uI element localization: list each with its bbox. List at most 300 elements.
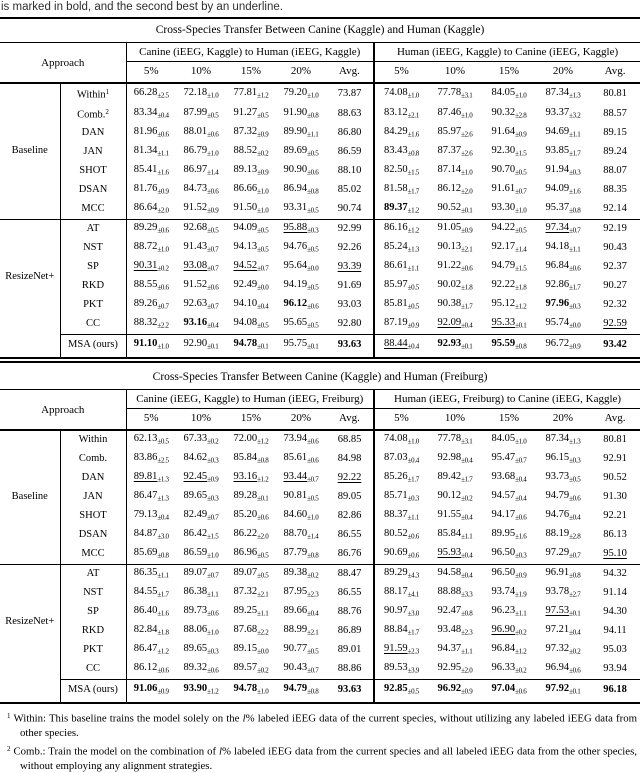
column-group-row — [0, 43, 640, 62]
std-dev: ±1.1 — [408, 265, 419, 273]
table-title: Cross-Species Transfer Between Canine (Kaggle) and Human (Freiburg) — [0, 366, 640, 390]
value-cell — [326, 220, 374, 240]
std-dev: ±0.8 — [307, 111, 318, 119]
value-cell — [226, 603, 276, 622]
value-cell — [536, 296, 590, 315]
value-cell — [590, 450, 640, 469]
metric-value: 97.04 — [491, 683, 515, 694]
metric-value: 94.17 — [491, 509, 515, 520]
table-row — [0, 258, 640, 277]
metric-value: 91.69 — [338, 280, 362, 291]
value-cell — [374, 162, 428, 181]
value-cell — [536, 239, 590, 258]
percent-header: 20% — [276, 62, 326, 84]
std-dev: ±0.7 — [207, 303, 218, 311]
std-dev: ±0.4 — [569, 629, 580, 637]
value-cell — [176, 507, 226, 526]
std-dev: ±0.3 — [207, 648, 218, 656]
std-dev: ±0.5 — [307, 322, 318, 330]
metric-value: 96.15 — [545, 452, 569, 463]
value-cell — [176, 565, 226, 585]
value-cell — [276, 83, 326, 104]
metric-value: 85.71 — [384, 490, 408, 501]
std-dev: ±2.8 — [515, 111, 526, 119]
value-cell — [482, 488, 536, 507]
value-cell — [590, 200, 640, 220]
value-cell — [126, 124, 176, 143]
value-cell — [226, 239, 276, 258]
std-dev: ±0.6 — [157, 227, 168, 235]
method-name: PKT — [60, 641, 126, 660]
metric-value: 94.57 — [491, 490, 515, 501]
metric-value: 84.60 — [283, 509, 307, 520]
std-dev: ±1.2 — [257, 91, 268, 99]
std-dev: ±0.7 — [207, 514, 218, 522]
value-cell — [374, 258, 428, 277]
std-dev: ±0.6 — [257, 514, 268, 522]
std-dev: ±0.1 — [257, 495, 268, 503]
value-cell — [374, 430, 428, 450]
std-dev: ±0.6 — [157, 131, 168, 139]
value-cell — [226, 641, 276, 660]
value-cell — [126, 277, 176, 296]
std-dev: ±0.5 — [307, 495, 318, 503]
std-dev: ±1.0 — [408, 91, 419, 99]
value-cell — [176, 641, 226, 660]
metric-value: 96.84 — [491, 643, 515, 654]
value-cell — [326, 277, 374, 296]
value-cell — [126, 83, 176, 104]
metric-value: 86.96 — [233, 547, 257, 558]
value-cell — [428, 450, 482, 469]
metric-value: 83.86 — [134, 452, 158, 463]
value-cell — [226, 430, 276, 450]
value-cell — [326, 641, 374, 660]
std-dev: ±0.7 — [515, 457, 526, 465]
method-name: PKT — [60, 296, 126, 315]
std-dev: ±0.3 — [307, 227, 318, 235]
value-cell — [536, 83, 590, 104]
value-cell — [126, 545, 176, 565]
value-cell — [482, 258, 536, 277]
metric-value: 89.65 — [183, 643, 207, 654]
method-name: DAN — [60, 469, 126, 488]
metric-value: 86.76 — [338, 548, 362, 559]
value-cell — [536, 641, 590, 660]
metric-value: 89.73 — [183, 605, 207, 616]
metric-value: 97.21 — [545, 624, 569, 635]
metric-value: 87.32 — [233, 586, 257, 597]
approach-group-label: Baseline — [0, 430, 60, 565]
metric-value: 89.37 — [384, 202, 408, 213]
metric-value: 94.11 — [603, 625, 626, 636]
std-dev: ±0.1 — [461, 343, 472, 351]
std-dev: ±1.2 — [157, 648, 168, 656]
std-dev: ±1.7 — [408, 188, 419, 196]
value-cell — [276, 124, 326, 143]
value-cell — [176, 545, 226, 565]
metric-value: 81.58 — [384, 183, 408, 194]
value-cell — [326, 181, 374, 200]
std-dev: ±1.3 — [569, 91, 580, 99]
metric-value: 94.79 — [283, 683, 307, 694]
value-cell — [374, 83, 428, 104]
value-cell — [482, 162, 536, 181]
std-dev: ±0.9 — [515, 572, 526, 580]
metric-value: 95.47 — [491, 452, 515, 463]
std-dev: ±1.0 — [257, 688, 268, 696]
std-dev: ±0.7 — [307, 476, 318, 484]
value-cell — [276, 507, 326, 526]
value-cell — [536, 526, 590, 545]
metric-value: 83.12 — [384, 107, 408, 118]
std-dev: ±1.5 — [207, 533, 218, 541]
metric-value: 68.85 — [338, 434, 362, 445]
metric-value: 95.88 — [283, 222, 307, 233]
metric-value: 81.76 — [134, 183, 158, 194]
metric-value: 96.18 — [603, 684, 627, 695]
value-cell — [326, 469, 374, 488]
std-dev: ±0.1 — [257, 343, 268, 351]
value-cell — [428, 430, 482, 450]
value-cell — [276, 526, 326, 545]
std-dev: ±0.4 — [461, 322, 472, 330]
std-dev: ±0.6 — [515, 514, 526, 522]
value-cell — [536, 469, 590, 488]
metric-value: 88.44 — [384, 338, 408, 349]
value-cell — [126, 584, 176, 603]
value-cell — [482, 315, 536, 335]
table-row — [0, 220, 640, 240]
table-row — [0, 545, 640, 565]
value-cell — [428, 526, 482, 545]
metric-value: 90.97 — [384, 605, 408, 616]
std-dev: ±0.5 — [157, 438, 168, 446]
metric-value: 88.47 — [338, 568, 362, 579]
value-cell — [482, 104, 536, 124]
metric-value: 88.55 — [134, 279, 158, 290]
std-dev: ±0.5 — [257, 572, 268, 580]
method-name: SHOT — [60, 507, 126, 526]
metric-value: 87.99 — [183, 107, 207, 118]
metric-value: 89.38 — [283, 567, 307, 578]
metric-value: 96.50 — [491, 547, 515, 558]
metric-value: 84.62 — [183, 452, 207, 463]
std-dev: ±2.8 — [569, 533, 580, 541]
std-dev: ±0.2 — [257, 667, 268, 675]
metric-value: 86.59 — [183, 547, 207, 558]
std-dev: ±3.0 — [157, 533, 168, 541]
metric-value: 92.63 — [183, 298, 207, 309]
metric-value: 86.47 — [134, 643, 158, 654]
metric-value: 94.79 — [491, 260, 515, 271]
std-dev: ±0.2 — [515, 667, 526, 675]
metric-value: 90.13 — [437, 241, 461, 252]
metric-value: 91.10 — [134, 338, 158, 349]
metric-value: 90.90 — [283, 164, 307, 175]
std-dev: ±0.5 — [569, 476, 580, 484]
value-cell — [126, 526, 176, 545]
value-cell — [276, 315, 326, 335]
value-cell — [590, 104, 640, 124]
value-cell — [590, 584, 640, 603]
value-cell — [374, 220, 428, 240]
value-cell — [590, 83, 640, 104]
std-dev: ±1.3 — [157, 476, 168, 484]
value-cell — [482, 181, 536, 200]
metric-value: 88.01 — [183, 126, 207, 137]
std-dev: ±2.0 — [257, 533, 268, 541]
std-dev: ±0.4 — [408, 343, 419, 351]
value-cell — [428, 239, 482, 258]
metric-value: 90.52 — [437, 202, 461, 213]
value-cell — [536, 507, 590, 526]
value-cell — [428, 181, 482, 200]
metric-value: 83.43 — [384, 145, 408, 156]
metric-value: 89.65 — [183, 490, 207, 501]
metric-value: 89.01 — [338, 644, 362, 655]
value-cell — [428, 603, 482, 622]
value-cell — [226, 181, 276, 200]
metric-value: 91.27 — [233, 107, 257, 118]
value-cell — [226, 315, 276, 335]
metric-value: 90.74 — [338, 203, 362, 214]
std-dev: ±0.6 — [461, 265, 472, 273]
metric-value: 95.12 — [491, 298, 515, 309]
value-cell — [176, 200, 226, 220]
value-cell — [590, 622, 640, 641]
std-dev: ±0.4 — [461, 457, 472, 465]
value-cell — [276, 469, 326, 488]
metric-value: 82.50 — [384, 164, 408, 175]
std-dev: ±0.5 — [515, 169, 526, 177]
metric-value: 94.78 — [233, 338, 257, 349]
metric-value: 94.37 — [437, 643, 461, 654]
metric-value: 73.87 — [338, 88, 362, 99]
value-cell — [374, 469, 428, 488]
std-dev: ±4.3 — [408, 572, 419, 580]
metric-value: 92.32 — [603, 299, 627, 310]
metric-value: 87.68 — [233, 624, 257, 635]
std-dev: ±0.4 — [515, 476, 526, 484]
method-name: RKD — [60, 622, 126, 641]
std-dev: ±0.8 — [569, 572, 580, 580]
std-dev: ±0.4 — [461, 514, 472, 522]
percent-header: 5% — [126, 409, 176, 431]
metric-value: 95.65 — [283, 317, 307, 328]
value-cell — [226, 143, 276, 162]
metric-value: 88.07 — [603, 165, 627, 176]
table-header — [0, 366, 640, 430]
value-cell — [326, 545, 374, 565]
value-cell — [590, 296, 640, 315]
value-cell — [276, 143, 326, 162]
metric-value: 89.90 — [283, 126, 307, 137]
metric-value: 83.34 — [134, 107, 158, 118]
std-dev: ±0.6 — [569, 265, 580, 273]
std-dev: ±0.5 — [257, 552, 268, 560]
std-dev: ±0.5 — [257, 246, 268, 254]
std-dev: ±0.8 — [408, 150, 419, 158]
metric-value: 94.79 — [545, 490, 569, 501]
std-dev: ±1.6 — [515, 533, 526, 541]
value-cell — [176, 162, 226, 181]
metric-value: 85.26 — [384, 471, 408, 482]
std-dev: ±0.5 — [307, 246, 318, 254]
metric-value: 89.07 — [233, 567, 257, 578]
value-cell — [276, 104, 326, 124]
std-dev: ±1.5 — [515, 265, 526, 273]
results-table-kaggle-kaggle — [0, 17, 640, 363]
std-dev: ±0.5 — [307, 207, 318, 215]
metric-value: 85.02 — [338, 184, 362, 195]
value-cell — [374, 680, 428, 704]
std-dev: ±1.0 — [207, 629, 218, 637]
metric-value: 87.79 — [283, 547, 307, 558]
percent-header: Avg. — [326, 62, 374, 84]
value-cell — [428, 488, 482, 507]
value-cell — [176, 220, 226, 240]
caption-text: is marked in bold, and the second best by an underline. — [0, 1, 640, 17]
value-cell — [126, 296, 176, 315]
value-cell — [126, 641, 176, 660]
value-cell — [374, 124, 428, 143]
std-dev: ±1.1 — [515, 610, 526, 618]
value-cell — [226, 277, 276, 296]
metric-value: 87.34 — [545, 87, 569, 98]
value-cell — [374, 143, 428, 162]
approach-group-label — [0, 680, 60, 704]
variable-l: l — [243, 713, 246, 725]
std-dev: ±0.6 — [408, 552, 419, 560]
std-dev: ±0.7 — [569, 552, 580, 560]
value-cell — [482, 545, 536, 565]
metric-value: 81.34 — [134, 145, 158, 156]
value-cell — [276, 296, 326, 315]
metric-value: 91.61 — [491, 183, 515, 194]
std-dev: ±0.1 — [569, 610, 580, 618]
std-dev: ±0.3 — [569, 457, 580, 465]
metric-value: 86.94 — [283, 183, 307, 194]
value-cell — [536, 430, 590, 450]
value-cell — [374, 181, 428, 200]
value-cell — [428, 124, 482, 143]
std-dev: ±1.7 — [569, 284, 580, 292]
metric-value: 87.95 — [283, 586, 307, 597]
std-dev: ±1.0 — [515, 207, 526, 215]
metric-value: 95.10 — [603, 548, 627, 559]
metric-value: 94.09 — [233, 222, 257, 233]
std-dev: ±1.1 — [307, 131, 318, 139]
method-name: MCC — [60, 200, 126, 220]
std-dev: ±3.9 — [408, 667, 419, 675]
value-cell — [126, 430, 176, 450]
value-cell — [374, 277, 428, 296]
metric-value: 91.94 — [545, 164, 569, 175]
metric-value: 88.57 — [603, 108, 627, 119]
method-name: Comb. — [60, 450, 126, 469]
footnote-marker: 2 — [105, 108, 109, 116]
table-row — [0, 507, 640, 526]
value-cell — [226, 162, 276, 181]
value-cell — [176, 680, 226, 704]
metric-value: 89.05 — [338, 491, 362, 502]
metric-value: 85.97 — [437, 126, 461, 137]
metric-value: 97.92 — [545, 683, 569, 694]
method-name: NST — [60, 239, 126, 258]
metric-value: 88.72 — [134, 241, 158, 252]
metric-value: 89.15 — [603, 127, 627, 138]
std-dev: ±0.6 — [207, 188, 218, 196]
value-cell — [536, 277, 590, 296]
std-dev: ±1.2 — [257, 438, 268, 446]
std-dev: ±0.8 — [257, 457, 268, 465]
std-dev: ±0.5 — [257, 322, 268, 330]
value-cell — [536, 660, 590, 680]
metric-value: 93.63 — [338, 339, 362, 350]
std-dev: ±0.5 — [207, 111, 218, 119]
value-cell — [590, 220, 640, 240]
value-cell — [428, 335, 482, 361]
value-cell — [176, 430, 226, 450]
percent-header: 5% — [374, 409, 428, 431]
std-dev: ±1.1 — [157, 150, 168, 158]
value-cell — [428, 545, 482, 565]
std-dev: ±0.1 — [207, 343, 218, 351]
std-dev: ±0.7 — [515, 188, 526, 196]
std-dev: ±1.5 — [408, 169, 419, 177]
metric-value: 86.12 — [134, 662, 158, 673]
value-cell — [590, 526, 640, 545]
value-cell — [276, 603, 326, 622]
value-cell — [482, 507, 536, 526]
std-dev: ±0.6 — [307, 457, 318, 465]
metric-value: 95.59 — [491, 338, 515, 349]
percent-header: 15% — [226, 409, 276, 431]
value-cell — [126, 507, 176, 526]
metric-value: 94.19 — [283, 279, 307, 290]
value-cell — [326, 124, 374, 143]
value-cell — [374, 296, 428, 315]
std-dev: ±0.5 — [408, 284, 419, 292]
metric-value: 86.59 — [338, 146, 362, 157]
metric-value: 93.37 — [545, 107, 569, 118]
std-dev: ±0.5 — [307, 284, 318, 292]
value-cell — [482, 680, 536, 704]
metric-value: 86.40 — [134, 605, 158, 616]
metric-value: 93.68 — [491, 471, 515, 482]
metric-value: 94.52 — [233, 260, 257, 271]
std-dev: ±0.6 — [408, 533, 419, 541]
value-cell — [276, 239, 326, 258]
value-cell — [126, 622, 176, 641]
value-cell — [374, 545, 428, 565]
method-name: CC — [60, 660, 126, 680]
std-dev: ±0.6 — [207, 284, 218, 292]
std-dev: ±1.0 — [207, 91, 218, 99]
percent-header: 20% — [276, 409, 326, 431]
table-row — [0, 124, 640, 143]
metric-value: 74.08 — [384, 433, 408, 444]
value-cell — [276, 450, 326, 469]
metric-value: 91.59 — [384, 643, 408, 654]
std-dev: ±0.8 — [307, 188, 318, 196]
metric-value: 95.33 — [491, 317, 515, 328]
metric-value: 95.93 — [437, 547, 461, 558]
std-dev: ±1.0 — [207, 150, 218, 158]
std-dev: ±0.4 — [157, 111, 168, 119]
value-cell — [326, 200, 374, 220]
